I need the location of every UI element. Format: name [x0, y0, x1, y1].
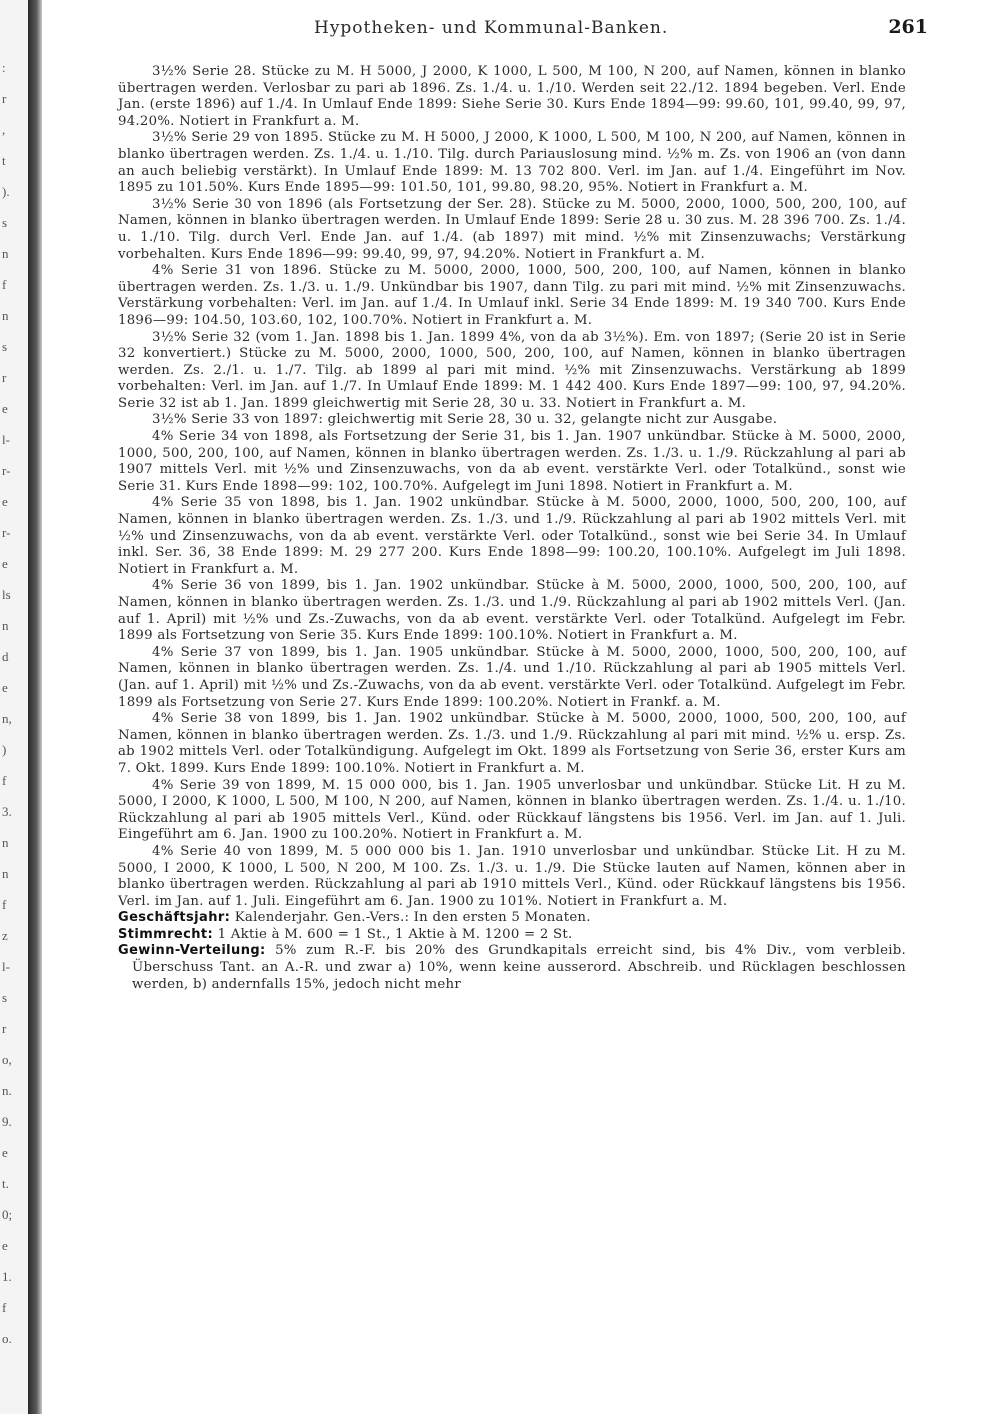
paragraph: 3½% Serie 29 von 1895. Stücke zu M. H 5000, J 2000, K 1000, L 500, M 100, N 200, auf Namen, können in blanko übertragen werden. Zs. 1./4. u. 1./10. Tilg. durch Pariauslosung mind. ½% m. Zs. von 1906 an (von dann an auch beliebig verstärkt). In Umlauf Ende 1899: M. 13 702 800. Verl. im Jan. auf 1./4. Eingeführt im Nov. 1895 zu 101.50%. Kurs Ende 1895—99: 101.50, 101, 99.80, 98.20, 95%. Notiert in Frankfurt a. M. — [118, 130, 906, 196]
paragraph: 4% Serie 39 von 1899, M. 15 000 000, bis 1. Jan. 1905 unverlosbar und unkündbar. Stücke Lit. H zu M. 5000, I 2000, K 1000, L 500, M 100, N 200, auf Namen, können in blanko übertragen werden. Zs. 1./4. u. 1./10. Rückzahlung al pari ab 1905 mittels Verl., Künd. oder Rückkauf längstens bis 1956. Verl. im Jan. auf 1. Juli. Eingeführt am 6. Jan. 1900 zu 100.20%. Notiert in Frankfurt a. M. — [118, 777, 906, 843]
facing-page-fragment: l- — [2, 432, 10, 447]
facing-page-fragment: f — [2, 277, 7, 292]
section-entry — [118, 927, 906, 944]
paragraph: 4% Serie 38 von 1899, bis 1. Jan. 1902 unkündbar. Stücke à M. 5000, 2000, 1000, 500, 200, 100, auf Namen, können in blanko übertragen werden. Zs. 1./3. und 1./9. Rückzahlung al pari mit mind. ½% u. ersp. Zs. ab 1902 mittels Verl. oder Totalkündigung. Aufgelegt im Okt. 1899 als Fortsetzung von Serie 36, erster Kurs am 7. Okt. 1899. Kurs Ende 1899: 100.10%. Notiert in Frankfurt a. M. — [118, 711, 906, 776]
facing-page-fragment: l- — [2, 959, 10, 974]
facing-page-fragment: s — [2, 215, 8, 230]
body-text — [118, 64, 906, 993]
facing-page-edge — [0, 0, 28, 1414]
facing-page-fragment: e — [2, 1145, 8, 1160]
facing-page-fragment: r — [2, 370, 7, 385]
facing-page-fragment: n. — [2, 1083, 12, 1098]
section-text: Kalenderjahr. Gen.-Vers.: In den ersten 5 Monaten. — [230, 910, 591, 926]
facing-page-fragment: e — [2, 494, 8, 509]
page-header — [108, 14, 928, 44]
paragraph: 4% Serie 40 von 1899, M. 5 000 000 bis 1. Jan. 1910 unverlosbar und unkündbar. Stücke Lit. H zu M. 5000, I 2000, K 1000, L 500, N 200, M 100. Zs. 1./3. u. 1./9. Die Stücke lauten auf Namen, können aber in blanko übertragen werden. Rückzahlung al pari ab 1910 mittels Verl., Künd. oder Rückkauf längstens bis 1956. Verl. im Jan. auf 1. Juli. Eingeführt am 6. Jan. 1900 zu 101%. Notiert in Frankfurt a. M. — [118, 843, 906, 909]
facing-page-fragment: n, — [2, 711, 12, 726]
paragraph: 4% Serie 35 von 1898, bis 1. Jan. 1902 unkündbar. Stücke à M. 5000, 2000, 1000, 500, 200, 100, auf Namen, können in blanko übertragen werden. Zs. 1./3. und 1./9. Rückzahlung al pari ab 1902 mittels Verl. mit ½% und Zinsenzuwachs, von da ab event. verstärkte Verl. oder Totalkünd., sonst wie bei Serie 34. In Umlauf inkl. Ser. 36, 38 Ende 1899: M. 29 277 200. Kurs Ende 1898—99: 100.20, 100.10%. Aufgelegt im Juli 1898. Notiert in Frankfurt a. M. — [118, 495, 906, 577]
facing-page-fragment: n — [2, 308, 9, 323]
facing-page-fragment: r- — [2, 525, 11, 540]
facing-page-fragment: z — [2, 928, 8, 943]
facing-page-fragment: ). — [2, 184, 10, 199]
facing-page-fragment: n — [2, 835, 9, 850]
facing-page-fragment: d — [2, 649, 9, 664]
facing-page-fragment: o. — [2, 1331, 12, 1346]
section-label: Geschäftsjahr: — [118, 910, 231, 926]
facing-page-fragment: o, — [2, 1052, 12, 1067]
paragraph: 4% Serie 37 von 1899, bis 1. Jan. 1905 unkündbar. Stücke à M. 5000, 2000, 1000, 500, 200, 100, auf Namen, können in blanko übertragen werden. Zs. 1./4. und 1./10. Rückzahlung al pari ab 1905 mittels Verl. (Jan. auf 1. April) mit ½% und Zs.-Zuwachs, von da ab event. verstärkte Verl. oder Totalkünd. Aufgelegt im Febr. 1899 als Fortsetzung von Serie 27. Kurs Ende 1899: 100.20%. Notiert in Frankf. a. M. — [118, 644, 906, 710]
section-text: 5% zum R.-F. bis 20% des Grundkapitals erreicht sind, bis 4% Div., vom verbleib. Überschuss Tant. an A.-R. und zwar a) 10%, wenn keine ausserord. Abschreib. und Rücklagen beschlossen werden, b) andernfalls 15%, jedoch nicht mehr — [132, 943, 906, 992]
facing-page-fragment: : — [2, 60, 6, 75]
facing-page-fragment: f — [2, 1300, 7, 1315]
facing-page-fragment: 0; — [2, 1207, 13, 1222]
book-gutter — [28, 0, 42, 1414]
facing-page-fragment: s — [2, 339, 8, 354]
facing-page-fragment: e — [2, 401, 8, 416]
facing-page-fragment: s — [2, 990, 8, 1005]
facing-page-fragment: ls — [2, 587, 11, 602]
paragraph: 4% Serie 34 von 1898, als Fortsetzung der Serie 31, bis 1. Jan. 1907 unkündbar. Stücke à M. 5000, 2000, 1000, 500, 200, 100, auf Namen, können in blanko übertragen werden. Zs. 1./3. u. 1./9. Rückzahlung al pari ab 1907 mittels Verl. mit ½% und Zinsenzuwachs, von da ab event. verstärkte Verl. oder Totalkünd., sonst wie Serie 31. Kurs Ende 1898—99: 102, 100.70%. Aufgelegt im Juni 1898. Notiert in Frankfurt a. M. — [118, 429, 906, 494]
facing-page-fragment: e — [2, 556, 8, 571]
facing-page-fragment: t — [2, 153, 6, 168]
section-entry — [118, 910, 906, 927]
facing-page-fragment: e — [2, 1238, 8, 1253]
facing-page-fragment: 1. — [2, 1269, 12, 1284]
facing-page-fragment: r- — [2, 463, 11, 478]
running-head: Hypotheken- und Kommunal-Banken. — [314, 18, 669, 38]
facing-page-fragment: n — [2, 246, 9, 261]
paragraph: 3½% Serie 33 von 1897: gleichwertig mit Serie 28, 30 u. 32, gelangte nicht zur Ausgabe. — [152, 412, 778, 428]
section-text: 1 Aktie à M. 600 = 1 St., 1 Aktie à M. 1200 = 2 St. — [213, 926, 573, 942]
facing-page-fragment: f — [2, 897, 7, 912]
section-label: Gewinn-Verteilung: — [118, 943, 266, 959]
facing-page-fragment: 9. — [2, 1114, 12, 1129]
facing-page-fragment: n — [2, 618, 9, 633]
paragraph: 4% Serie 36 von 1899, bis 1. Jan. 1902 unkündbar. Stücke à M. 5000, 2000, 1000, 500, 200, 100, auf Namen, können in blanko übertragen werden. Zs. 1./3. und 1./9. Rückzahlung al pari ab 1902 mittels Verl. (Jan. auf 1. April) mit ½% und Zs.-Zuwachs, von da ab event. verstärkte Verl. oder Totalkünd. Aufgelegt im Febr. 1899 als Fortsetzung von Serie 35. Kurs Ende 1899: 100.10%. Notiert in Frankfurt a. M. — [118, 578, 906, 644]
facing-page-fragment: ) — [2, 742, 7, 757]
paragraph: 3½% Serie 30 von 1896 (als Fortsetzung der Ser. 28). Stücke zu M. 5000, 2000, 1000, 500, 200, 100, auf Namen, können in blanko übertragen werden. In Umlauf Ende 1899: Serie 28 u. 30 zus. M. 28 396 700. Zs. 1./4. u. 1./10. Tilg. durch Verl. Ende Jan. auf 1./4. (ab 1897) mit mind. ½% mit Zinsenzuwachs; Verstärkung vorbehalten. Kurs Ende 1896—99: 99.40, 99, 97, 94.20%. Notiert in Frankfurt a. M. — [118, 196, 906, 262]
section-entry — [118, 943, 906, 993]
paragraph: 4% Serie 31 von 1896. Stücke zu M. 5000, 2000, 1000, 500, 200, 100, auf Namen, können in blanko übertragen werden. Zs. 1./3. u. 1./9. Unkündbar bis 1907, dann Tilg. zu pari mit mind. ½% mit Zinsenzuwachs. Verstärkung vorbehalten: Verl. im Jan. auf 1./4. In Umlauf inkl. Serie 34 Ende 1899: M. 19 340 700. Kurs Ende 1896—99: 104.50, 103.60, 102, 100.70%. Notiert in Frankfurt a. M. — [118, 263, 906, 328]
section-label: Stimmrecht: — [118, 926, 214, 942]
facing-page-fragment: e — [2, 680, 8, 695]
facing-page-fragment: , — [2, 122, 6, 137]
page-number: 261 — [888, 16, 928, 38]
paragraph: 3½% Serie 28. Stücke zu M. H 5000, J 2000, K 1000, L 500, M 100, N 200, auf Namen, können in blanko übertragen werden. Verlosbar zu pari ab 1896. Zs. 1./4. u. 1./10. Werden seit 22./12. 1894 begeben. Verl. Ende Jan. (erste 1896) auf 1./4. In Umlauf Ende 1899: Siehe Serie 30. Kurs Ende 1894—99: 99.60, 101, 99.40, 99, 97, 94.20%. Notiert in Frankfurt a. M. — [118, 64, 906, 129]
facing-page-fragment: r — [2, 91, 7, 106]
facing-page-fragment: f — [2, 773, 7, 788]
facing-page-fragment: r — [2, 1021, 7, 1036]
facing-page-fragment: n — [2, 866, 9, 881]
facing-page-fragment: t. — [2, 1176, 9, 1191]
facing-page-fragment: 3. — [2, 804, 12, 819]
paragraph: 3½% Serie 32 (vom 1. Jan. 1898 bis 1. Jan. 1899 4%, von da ab 3½%). Em. von 1897; (Serie 20 ist in Serie 32 konvertiert.) Stücke zu M. 5000, 2000, 1000, 500, 200, 100, auf Namen, können in blanko übertragen werden. Zs. 2./1. u. 1./7. Tilg. ab 1899 al pari mit mind. ½% mit Zinsenzuwachs. Verstärkung ab 1899 vorbehalten: Verl. im Jan. auf 1./7. In Umlauf Ende 1899: M. 1 442 400. Kurs Ende 1897—99: 100, 97, 94.20%. Serie 32 ist ab 1. Jan. 1899 gleichwertig mit Serie 28, 30 u. 33. Notiert in Frankfurt a. M. — [118, 329, 906, 411]
